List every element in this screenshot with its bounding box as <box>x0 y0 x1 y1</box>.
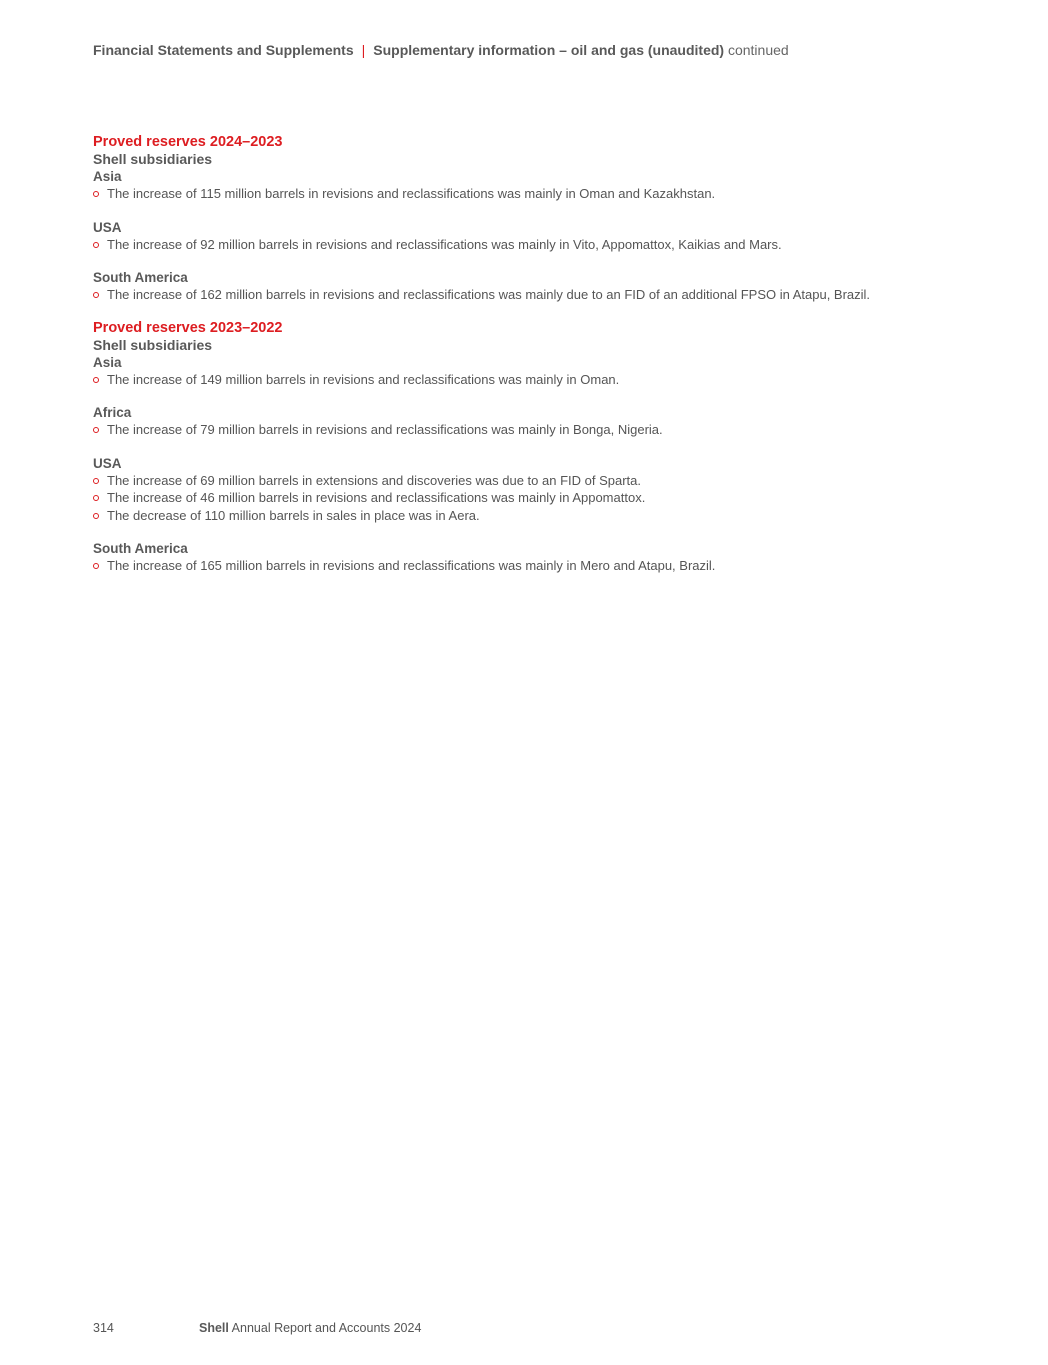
list-item <box>93 557 973 575</box>
bullet-icon <box>93 427 99 433</box>
region-group <box>93 404 973 439</box>
bullet-list <box>93 557 973 575</box>
main-content <box>93 134 973 591</box>
region-heading: USA <box>93 219 122 235</box>
bullet-text: The increase of 149 million barrels in revisions and reclassifications was mainly in Oman. <box>107 371 620 387</box>
bullet-list <box>93 421 973 439</box>
region-group <box>93 540 973 575</box>
bullet-text: The increase of 46 million barrels in revisions and reclassifications was mainly in Appomattox. <box>107 490 646 505</box>
bullet-list <box>93 236 973 254</box>
region-heading: Asia <box>93 354 122 370</box>
bullet-text: The increase of 162 million barrels in revisions and reclassifications was mainly due to an FID of an additional FPSO in Atapu, Brazil. <box>107 287 871 302</box>
footer-brand: Shell <box>199 1321 229 1335</box>
region-heading: South America <box>93 541 188 556</box>
list-item <box>93 489 973 507</box>
bullet-text: The increase of 115 million barrels in revisions and reclassifications was mainly in Oman and Kazakhstan. <box>107 186 716 201</box>
bullet-text: The decrease of 110 million barrels in sales in place was in Aera. <box>107 507 480 523</box>
bullet-list <box>93 185 973 203</box>
list-item <box>93 507 973 525</box>
section-subheading: Shell subsidiaries <box>93 336 213 353</box>
bullet-text: The increase of 165 million barrels in revisions and reclassifications was mainly in Mero and Atapu, Brazil. <box>107 558 716 573</box>
header-section: Financial Statements and Supplements <box>93 42 354 58</box>
list-item <box>93 371 973 389</box>
bullet-text: The increase of 79 million barrels in revisions and reclassifications was mainly in Bonga, Nigeria. <box>107 422 663 437</box>
bullet-icon <box>93 292 99 298</box>
section-heading: Proved reserves 2024–2023 <box>93 134 283 150</box>
bullet-icon <box>93 478 99 484</box>
region-heading: USA <box>93 455 122 471</box>
bullet-icon <box>93 513 99 519</box>
header-title: Supplementary information – oil and gas (unaudited) <box>373 42 725 58</box>
region-group <box>93 354 973 389</box>
region-group <box>93 455 973 525</box>
footer-report-title: Annual Report and Accounts 2024 <box>231 1321 422 1335</box>
list-item <box>93 286 973 304</box>
bullet-icon <box>93 191 99 197</box>
bullet-list <box>93 472 973 525</box>
page-number: 314 <box>93 1321 114 1335</box>
bullet-icon <box>93 242 99 248</box>
region-group <box>93 168 973 203</box>
section-subheading: Shell subsidiaries <box>93 151 213 167</box>
bullet-icon <box>93 377 99 383</box>
bullet-icon <box>93 563 99 569</box>
header-separator: | <box>361 42 366 58</box>
list-item <box>93 185 973 203</box>
list-item <box>93 421 973 439</box>
page-header <box>93 42 789 58</box>
region-heading: Africa <box>93 405 132 420</box>
bullet-text: The increase of 92 million barrels in revisions and reclassifications was mainly in Vito, Appomattox, Kaikias and Mars. <box>107 236 782 252</box>
header-continued: continued <box>727 42 789 58</box>
bullet-list <box>93 371 973 389</box>
bullet-text: The increase of 69 million barrels in extensions and discoveries was due to an FID of Sparta. <box>107 472 641 488</box>
region-heading: Asia <box>93 169 122 184</box>
region-heading: South America <box>93 270 188 285</box>
section-proved-reserves-2024-2023 <box>93 134 973 304</box>
region-group <box>93 269 973 304</box>
section-proved-reserves-2023-2022 <box>93 320 973 575</box>
list-item <box>93 236 973 254</box>
region-group <box>93 219 973 254</box>
section-heading: Proved reserves 2023–2022 <box>93 319 283 336</box>
list-item <box>93 472 973 490</box>
bullet-icon <box>93 495 99 501</box>
page-footer <box>93 1321 421 1335</box>
bullet-list <box>93 286 973 304</box>
